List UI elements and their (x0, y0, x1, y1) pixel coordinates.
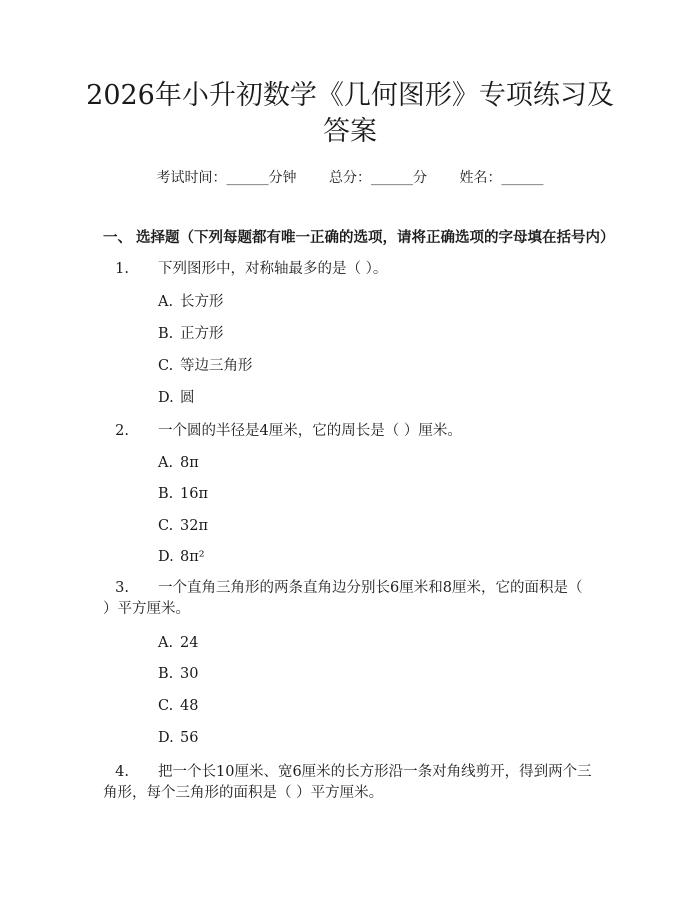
option-letter: B. (158, 666, 174, 682)
option-letter: C. (158, 518, 174, 534)
question-number: 1. (115, 261, 129, 277)
option-letter: C. (158, 358, 174, 374)
option-text: 8π² (180, 549, 205, 565)
question-number: 4. (115, 764, 129, 780)
option-text: 正方形 (180, 326, 224, 342)
option-text: 48 (180, 698, 199, 714)
page-title: 2026年小升初数学《几何图形》专项练习及答案 (86, 80, 614, 147)
option-text: 16π (180, 486, 208, 502)
question-number: 2. (115, 423, 129, 439)
option-2b (158, 484, 208, 504)
option-3c (158, 696, 198, 716)
option-letter: D. (158, 390, 174, 406)
option-text: 30 (180, 666, 199, 682)
option-text: 长方形 (180, 294, 224, 310)
option-text: 等边三角形 (180, 358, 253, 374)
option-2a (158, 453, 199, 473)
option-letter: A. (158, 635, 174, 651)
option-letter: A. (158, 455, 174, 471)
section-label: 选择题（下列每题都有唯一正确的选项，请将正确选项的字母填在括号内） (136, 229, 615, 246)
option-letter: B. (158, 486, 174, 502)
question-text: 下列图形中，对称轴最多的是（ ）。 (158, 261, 388, 277)
option-2c (158, 516, 208, 536)
question-number: 3. (115, 580, 129, 596)
option-1c (158, 356, 253, 376)
option-1b (158, 324, 224, 344)
option-3d (158, 728, 198, 748)
question-text: 一个圆的半径是4厘米，它的周长是（ ）厘米。 (158, 423, 462, 439)
section-heading-choice (103, 228, 615, 248)
total-score-field: 总分：______分 (329, 170, 427, 186)
question-text: 一个直角三角形的两条直角边分别长6厘米和8厘米，它的面积是（ ）平方厘米。 (103, 580, 583, 617)
option-letter: A. (158, 294, 174, 310)
option-2d (158, 547, 205, 567)
option-text: 56 (180, 730, 199, 746)
option-text: 8π (180, 455, 199, 471)
option-text: 圆 (180, 390, 195, 406)
question-2 (103, 421, 593, 442)
option-letter: D. (158, 730, 174, 746)
question-4 (103, 762, 593, 804)
question-1 (103, 259, 593, 280)
student-name-field: 姓名：______ (459, 170, 544, 186)
option-text: 32π (180, 518, 208, 534)
option-letter: B. (158, 326, 174, 342)
option-letter: C. (158, 698, 174, 714)
exam-time-field: 考试时间：______分钟 (156, 170, 297, 186)
question-3 (103, 578, 593, 620)
option-3a (158, 633, 198, 653)
option-1a (158, 292, 224, 312)
option-3b (158, 664, 198, 684)
exam-info-line (0, 168, 700, 188)
question-text: 把一个长10厘米、宽6厘米的长方形沿一条对角线剪开，得到两个三角形，每个三角形的面积是（ ）平方厘米。 (103, 764, 592, 801)
option-text: 24 (180, 635, 199, 651)
section-number: 一、 (103, 229, 132, 246)
option-1d (158, 388, 195, 408)
option-letter: D. (158, 549, 174, 565)
